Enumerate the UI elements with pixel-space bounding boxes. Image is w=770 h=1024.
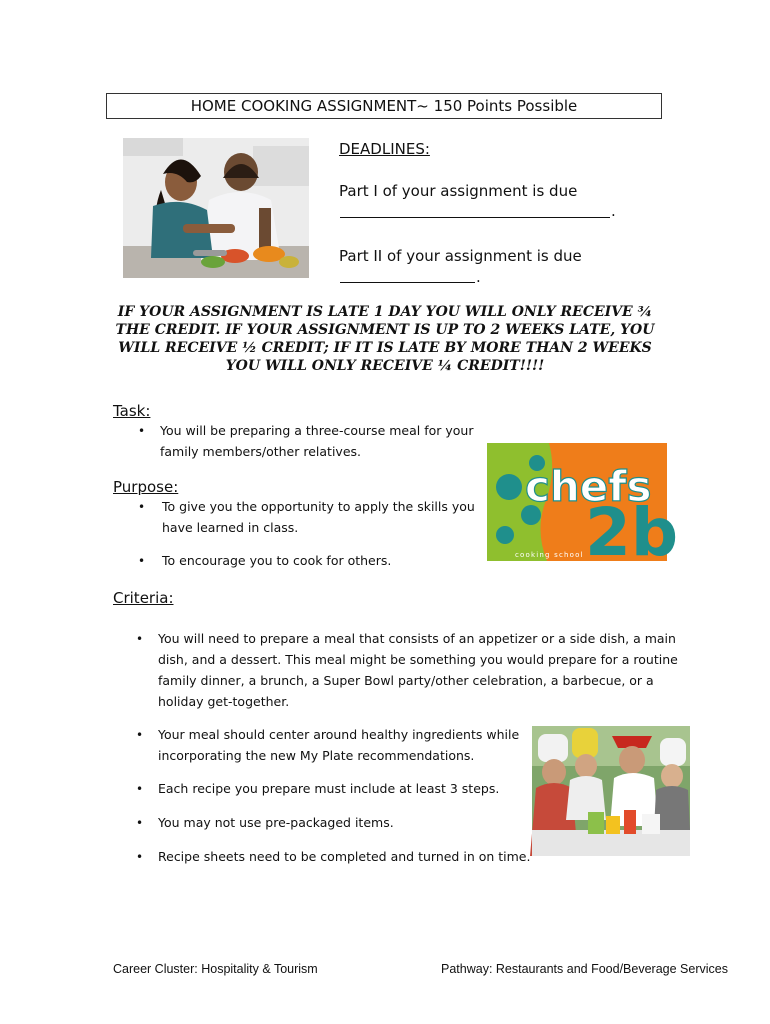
bullet: • [136, 816, 144, 830]
logo-word-2b: 2b [585, 494, 679, 571]
kid-chefs-illustration [532, 726, 690, 856]
criteria-item: You may not use pre-packaged items. [158, 815, 394, 830]
late-policy-warning: IF YOUR ASSIGNMENT IS LATE 1 DAY YOU WILL ONLY RECEIVE ¾ THE CREDIT. IF YOUR ASSIGNMENT IS UP TO 2 WEEKS LATE, YOU WILL RECEIVE ½ CREDIT; IF IT IS LATE BY MORE THAN 2 WEEKS YOU WILL ONLY RECEIVE ¼ CREDIT!!!! [115, 304, 655, 374]
bullet: • [136, 782, 144, 796]
part1-period: . [611, 202, 616, 220]
logo-tagline: cooking school [515, 551, 584, 559]
cooking-couple-illustration [123, 138, 309, 278]
chefs-2b-logo-graphic [487, 443, 679, 571]
task-heading: Task: [113, 402, 151, 420]
logo-word-chefs: chefs [525, 462, 652, 511]
deadlines-heading: DEADLINES: [339, 140, 430, 158]
purpose-item: To give you the opportunity to apply the skills you have learned in class. [162, 499, 475, 535]
bullet: • [136, 850, 144, 864]
criteria-item: Each recipe you prepare must include at least 3 steps. [158, 781, 500, 796]
kid-chefs-photo [532, 726, 690, 856]
bullet: • [136, 728, 144, 742]
task-item: You will be preparing a three-course meal for your family members/other relatives. [160, 423, 474, 459]
part2-period: . [476, 268, 481, 286]
bullet: • [136, 632, 144, 646]
title-box [106, 93, 662, 119]
bullet: • [138, 554, 146, 568]
bullet: • [138, 500, 146, 514]
criteria-item: You will need to prepare a meal that consists of an appetizer or a side dish, a main dish, and a dessert. This meal might be something you would prepare for a routine family dinner, a brunch, a Super Bowl party/other celebration, a barbecue, or a holiday get-together. [158, 631, 678, 709]
purpose-item: To encourage you to cook for others. [162, 553, 392, 568]
purpose-heading: Purpose: [113, 478, 179, 496]
criteria-item: Your meal should center around healthy ingredients while incorporating the new My Plate recommendations. [158, 727, 520, 763]
bullet: • [138, 424, 146, 438]
part1-date-blank [340, 205, 610, 218]
footer-career-cluster: Career Cluster: Hospitality & Tourism [113, 962, 318, 976]
footer-pathway: Pathway: Restaurants and Food/Beverage Services [441, 962, 728, 976]
part2-due-text: Part II of your assignment is due [339, 247, 582, 265]
cooking-couple-photo [123, 138, 309, 278]
criteria-heading: Criteria: [113, 589, 174, 607]
chefs-2b-logo [487, 443, 679, 571]
part1-due-text: Part I of your assignment is due [339, 182, 578, 200]
criteria-item: Recipe sheets need to be completed and turned in on time. [158, 849, 531, 864]
part2-date-blank [340, 270, 475, 283]
page-title: HOME COOKING ASSIGNMENT~ 150 Points Possible [190, 97, 578, 115]
